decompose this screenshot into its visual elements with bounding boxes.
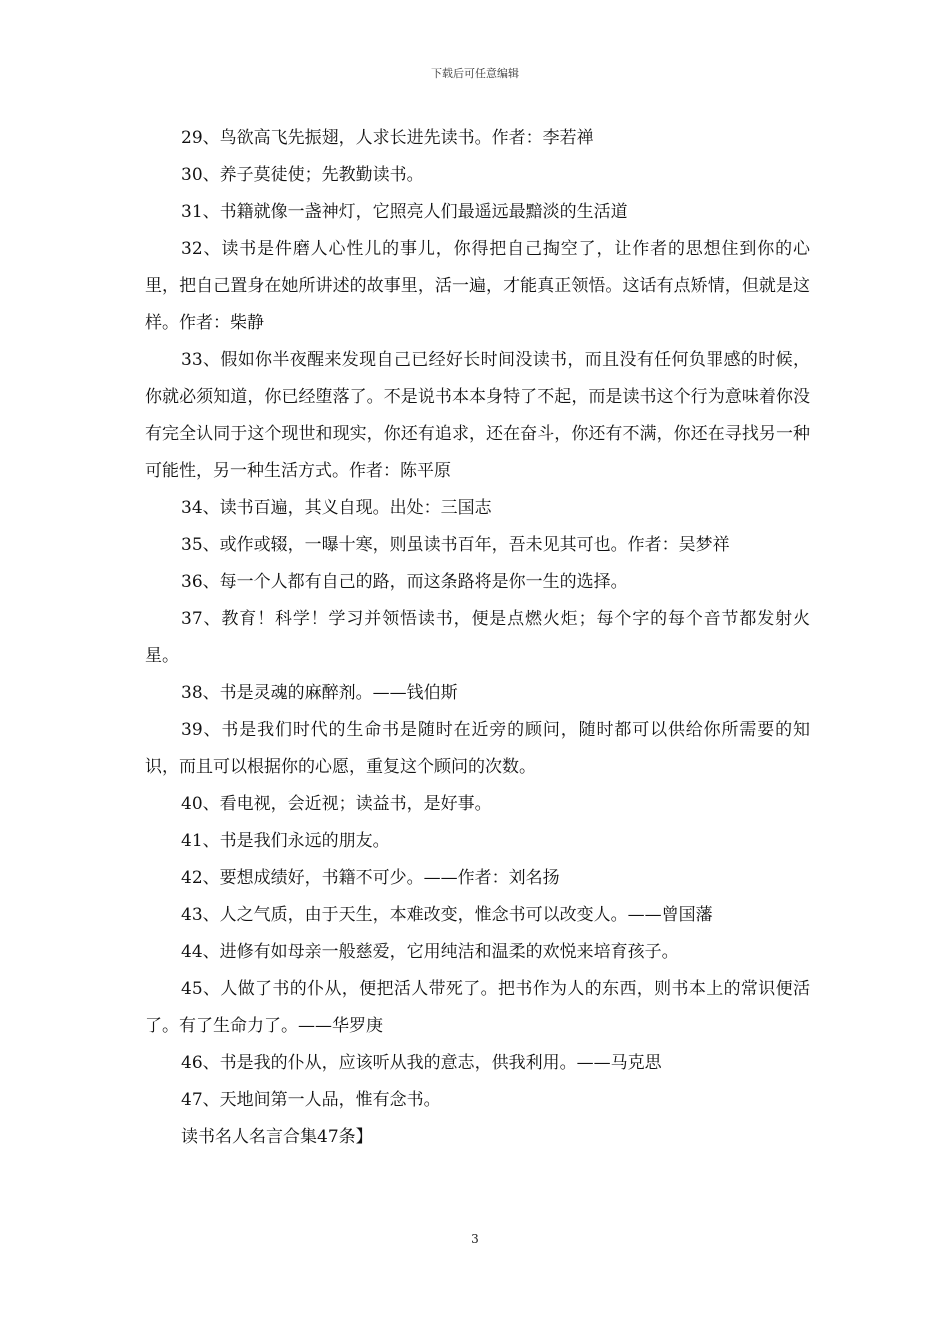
quote-paragraph: 39、书是我们时代的生命书是随时在近旁的顾问，随时都可以供给你所需要的知识，而且可以根据你的心愿，重复这个顾问的次数。 [145,720,810,777]
quote-paragraph: 37、教育！科学！学习并领悟读书，便是点燃火炬；每个字的每个音节都发射火星。 [145,609,810,666]
quote-paragraph: 42、要想成绩好，书籍不可少。——作者：刘名扬 [181,868,560,888]
quote-paragraph: 36、每一个人都有自己的路，而这条路将是你一生的选择。 [181,572,628,592]
closing-title: 读书名人名言合集47条】 [181,1127,373,1147]
quote-paragraph: 33、假如你半夜醒来发现自己已经好长时间没读书，而且没有任何负罪感的时候，你就必须知道，你已经堕落了。不是说书本本身特了不起，而是读书这个行为意味着你没有完全认同于这个现世和现实，你还有追求，还在奋斗，你还有不满，你还在寻找另一种可能性，另一种生活方式。作者：陈平原 [145,350,810,481]
quote-paragraph: 40、看电视，会近视；读益书，是好事。 [181,794,492,814]
page-header-note: 下载后可任意编辑 [431,67,519,80]
quote-paragraph: 35、或作或辍，一曝十寒，则虽读书百年，吾未见其可也。作者：吴梦祥 [181,535,730,555]
quote-paragraph: 46、书是我的仆从，应该听从我的意志，供我利用。——马克思 [181,1053,662,1073]
quote-paragraph: 38、书是灵魂的麻醉剂。——钱伯斯 [181,683,458,703]
quote-paragraph: 30、养子莫徒使；先教勤读书。 [181,165,424,185]
quote-paragraph: 31、书籍就像一盏神灯，它照亮人们最遥远最黯淡的生活道 [181,202,628,222]
quote-paragraph: 32、读书是件磨人心性儿的事儿，你得把自己掏空了，让作者的思想住到你的心里，把自己置身在她所讲述的故事里，活一遍，才能真正领悟。这话有点矫情，但就是这样。作者：柴静 [145,239,810,333]
quote-paragraph: 44、进修有如母亲一般慈爱，它用纯洁和温柔的欢悦来培育孩子。 [181,942,679,962]
page-number: 3 [471,1232,479,1246]
quote-paragraph: 41、书是我们永远的朋友。 [181,831,390,851]
quote-paragraph: 43、人之气质，由于天生，本难改变，惟念书可以改变人。——曾国藩 [181,905,713,925]
quote-paragraph: 47、天地间第一人品，惟有念书。 [181,1090,441,1110]
quote-paragraph: 29、鸟欲高飞先振翅，人求长进先读书。作者：李若禅 [181,128,594,148]
quote-paragraph: 45、人做了书的仆从，便把活人带死了。把书作为人的东西，则书本上的常识便活了。有了生命力了。——华罗庚 [145,979,810,1036]
document-body [145,120,810,1156]
quote-paragraph: 34、读书百遍，其义自现。出处：三国志 [181,498,492,518]
